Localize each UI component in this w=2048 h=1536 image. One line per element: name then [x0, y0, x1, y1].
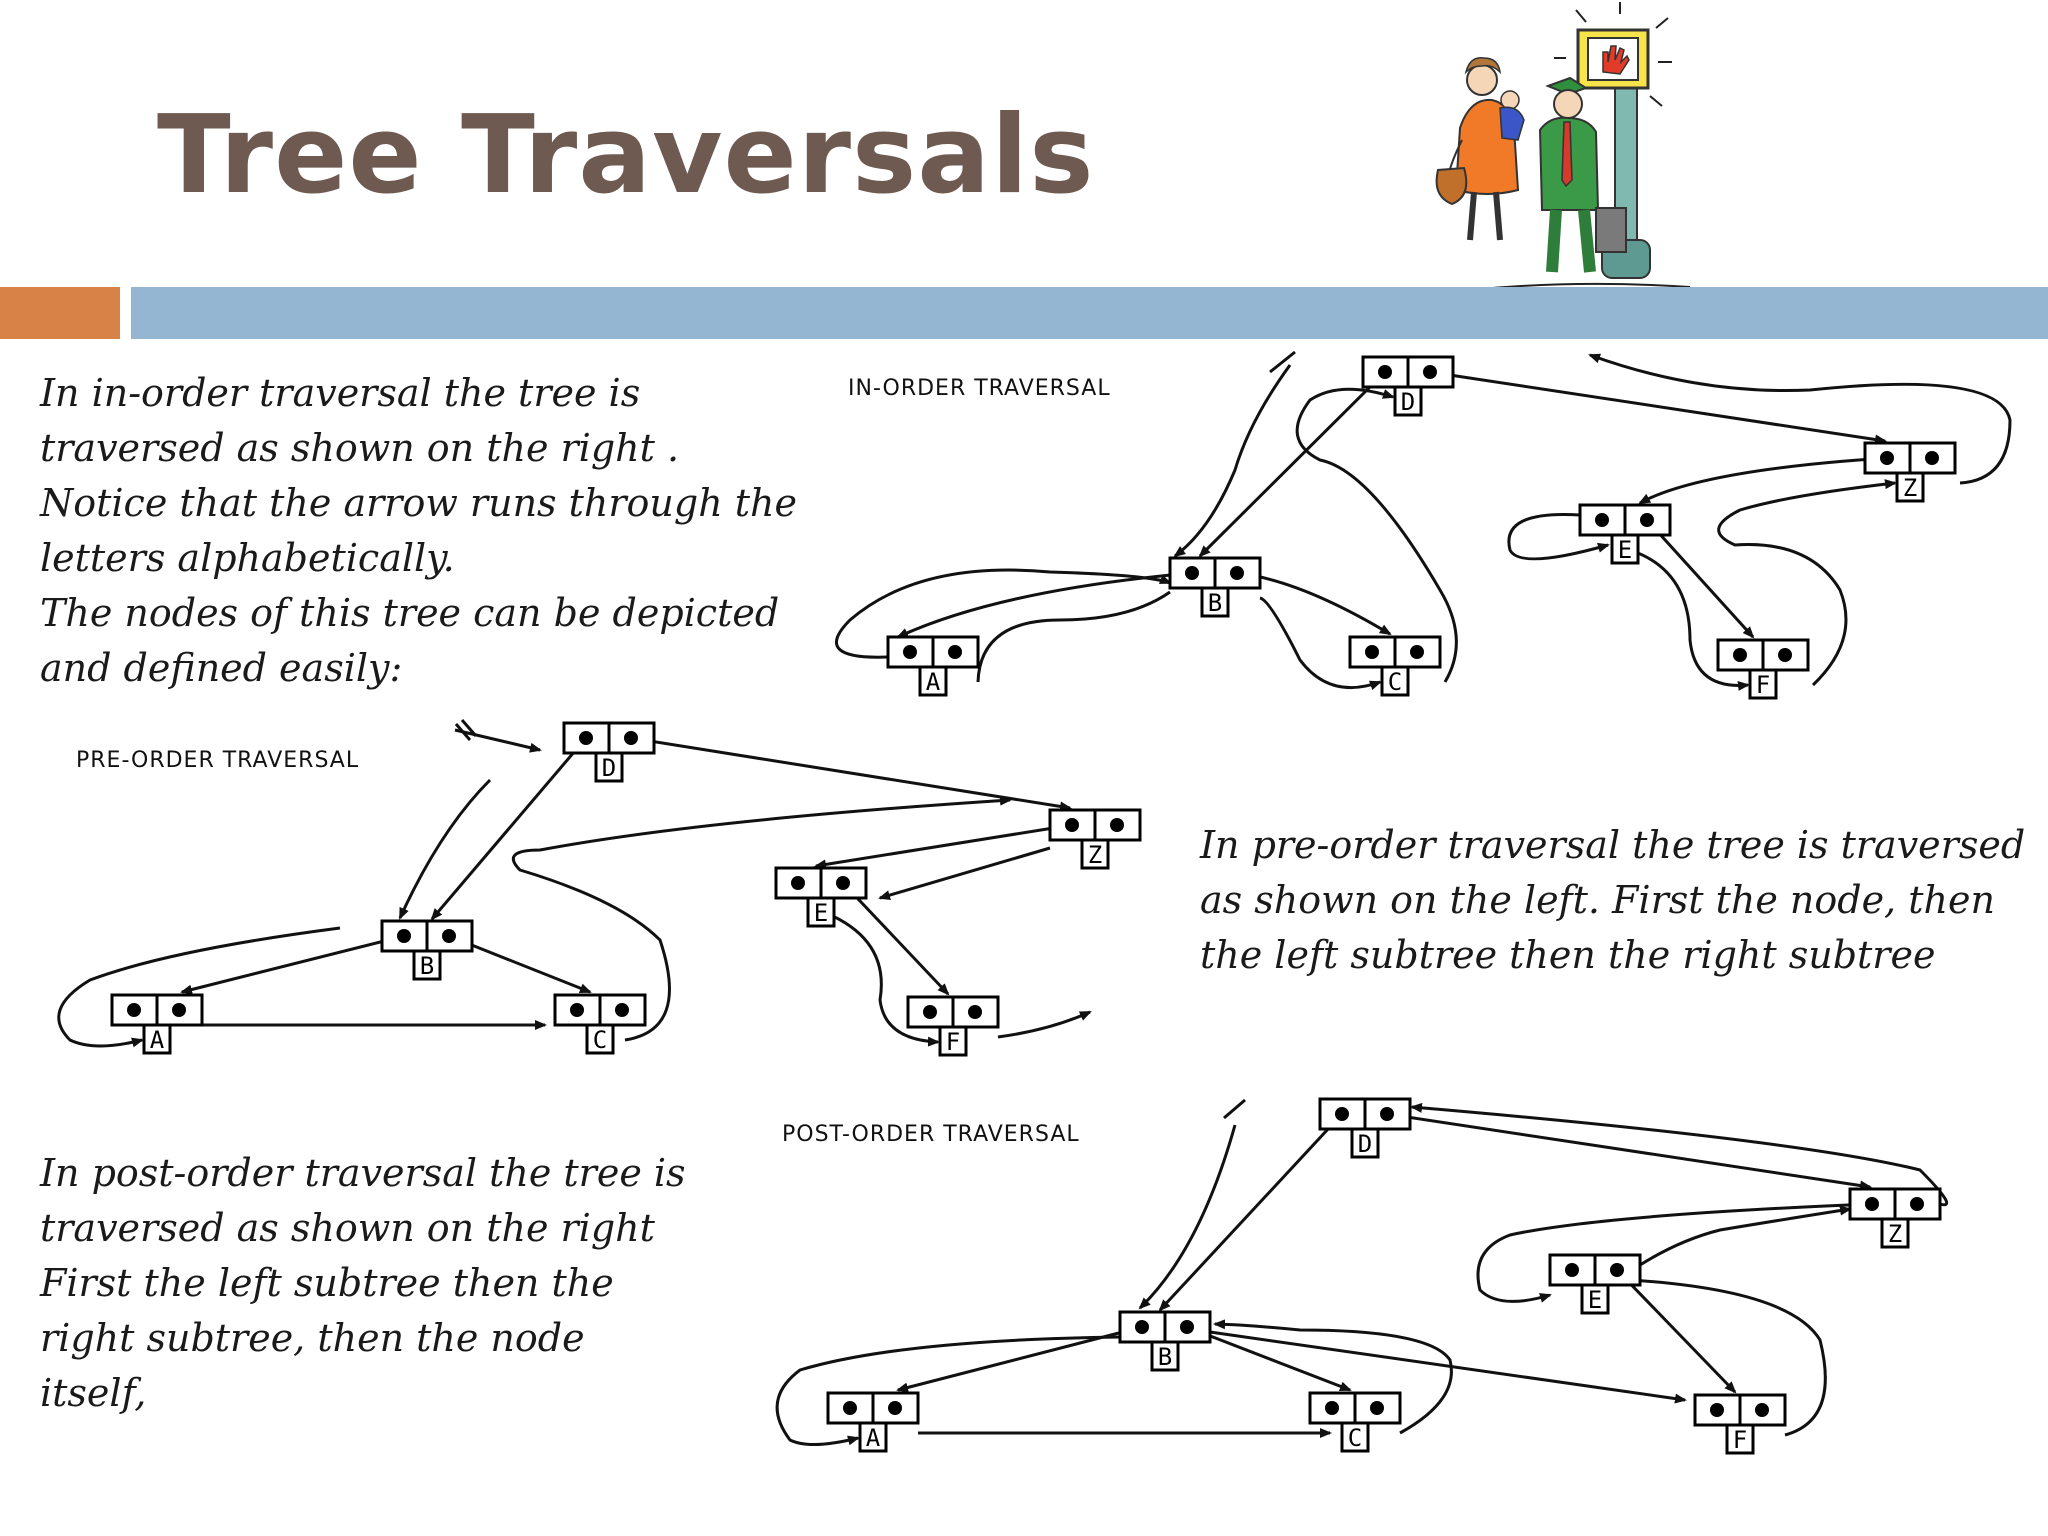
tree-node-inorder-e — [1580, 505, 1670, 564]
preorder-exit-arrow — [998, 1012, 1090, 1037]
text-line: traversed as shown on the right . — [40, 426, 680, 470]
preorder-start-arrow — [455, 730, 540, 750]
svg-text:Z: Z — [1887, 1220, 1903, 1248]
preorder-approach-b — [400, 780, 490, 918]
svg-text:F: F — [1732, 1426, 1748, 1454]
preorder-edge-z-e — [816, 825, 1072, 866]
postorder-edge-d-z — [1387, 1114, 1870, 1187]
tree-node-postorder-b — [1120, 1312, 1210, 1371]
text-line: and defined easily: — [40, 646, 403, 690]
svg-text:E: E — [1587, 1286, 1603, 1314]
postorder-edge-e-z — [1640, 1209, 1850, 1265]
svg-text:A: A — [865, 1424, 881, 1452]
postorder-start-fletching — [1224, 1100, 1245, 1118]
preorder-edge-d-b — [432, 738, 586, 919]
text-line: as shown on the left. First the node, then — [1200, 878, 1995, 922]
preorder-edge-b-a — [182, 936, 404, 992]
svg-text:C: C — [1387, 668, 1403, 696]
inorder-edge-z-e — [1640, 458, 1887, 503]
svg-text:B: B — [1207, 589, 1223, 617]
text-line: itself, — [40, 1371, 147, 1415]
svg-text:C: C — [592, 1026, 608, 1054]
tree-node-preorder-b — [382, 921, 472, 980]
tree-node-inorder-d — [1363, 357, 1453, 416]
svg-text:B: B — [419, 952, 435, 980]
svg-text:F: F — [945, 1028, 961, 1056]
text-line: First the left subtree then the — [40, 1261, 614, 1305]
tree-node-inorder-z — [1865, 443, 1955, 502]
svg-text:A: A — [925, 668, 941, 696]
inorder-edge-d-b — [1200, 372, 1385, 556]
tree-node-preorder-d — [564, 723, 654, 782]
preorder-approach-e — [880, 848, 1050, 898]
svg-text:D: D — [601, 754, 617, 782]
text-line: In pre-order traversal the tree is traversed — [1200, 823, 2026, 867]
inorder-start-arrow — [1175, 365, 1290, 556]
tree-node-preorder-f — [908, 997, 998, 1056]
tree-node-preorder-e — [776, 868, 866, 927]
tree-node-postorder-e — [1550, 1255, 1640, 1314]
tree-node-postorder-c — [1310, 1393, 1400, 1452]
svg-text:B: B — [1157, 1343, 1173, 1371]
text-line: right subtree, then the node — [40, 1316, 585, 1360]
tree-node-postorder-z — [1850, 1189, 1940, 1248]
svg-text:Z: Z — [1087, 841, 1103, 869]
text-line: traversed as shown on the right — [40, 1206, 655, 1250]
preorder-edge-e-f — [843, 883, 948, 994]
tree-node-postorder-d — [1320, 1099, 1410, 1158]
svg-text:F: F — [1755, 671, 1771, 699]
postorder-diagram-label: POST-ORDER TRAVERSAL — [782, 1122, 1080, 1147]
inorder-return-a-b — [978, 592, 1170, 682]
svg-text:A: A — [149, 1026, 165, 1054]
text-line: The nodes of this tree can be depicted — [40, 591, 780, 635]
text-line: In post-order traversal the tree is — [40, 1151, 686, 1195]
tree-node-inorder-f — [1718, 640, 1808, 699]
svg-text:D: D — [1357, 1130, 1373, 1158]
postorder-loop-e — [1478, 1204, 1872, 1301]
svg-text:E: E — [813, 899, 829, 927]
tree-node-inorder-b — [1170, 558, 1260, 617]
text-line: letters alphabetically. — [40, 536, 455, 580]
svg-text:C: C — [1347, 1424, 1363, 1452]
inorder-start-fletching — [1270, 352, 1295, 372]
svg-text:E: E — [1617, 536, 1633, 564]
inorder-diagram-label: IN-ORDER TRAVERSAL — [848, 376, 1111, 401]
postorder-edge-e-f — [1617, 1270, 1735, 1392]
preorder-edge-d-z — [631, 738, 1070, 808]
text-line: In in-order traversal the tree is — [40, 371, 641, 415]
svg-text:Z: Z — [1902, 474, 1918, 502]
postorder-edge-d-b — [1160, 1114, 1342, 1310]
tree-node-preorder-z — [1050, 810, 1140, 869]
tree-node-preorder-a — [112, 995, 202, 1054]
tree-node-preorder-c — [555, 995, 645, 1054]
inorder-edge-e-f — [1647, 520, 1753, 637]
preorder-diagram-label: PRE-ORDER TRAVERSAL — [76, 748, 360, 773]
text-line: the left subtree then the right subtree — [1200, 933, 1936, 977]
postorder-loop-a — [777, 1337, 1120, 1445]
text-line: Notice that the arrow runs through the — [40, 481, 797, 525]
svg-text:D: D — [1400, 388, 1416, 416]
inorder-edge-d-z — [1430, 372, 1885, 441]
page-title: Tree Traversals — [157, 93, 1095, 218]
tree-node-inorder-a — [888, 637, 978, 696]
tree-node-postorder-f — [1695, 1395, 1785, 1454]
